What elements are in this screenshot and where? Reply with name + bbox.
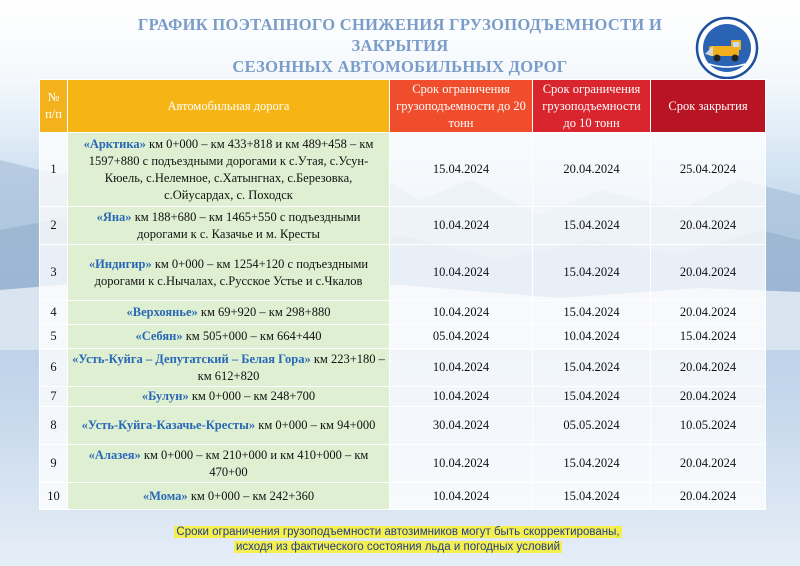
- road-description: км 0+000 – км 210+000 и км 410+000 – км 470+00: [140, 447, 369, 479]
- row-number: 9: [40, 445, 68, 483]
- row-number: 7: [40, 387, 68, 407]
- date-limit-10t: 15.04.2024: [533, 207, 651, 245]
- date-limit-20t: 10.04.2024: [390, 301, 533, 325]
- road-cell: [68, 445, 390, 483]
- road-cell: [68, 245, 390, 301]
- road-agency-logo-icon: [695, 16, 759, 80]
- date-limit-20t: 15.04.2024: [390, 133, 533, 207]
- road-name: «Алазея»: [88, 447, 141, 462]
- road-cell: [68, 301, 390, 325]
- table-row: [40, 207, 766, 245]
- date-limit-20t: 10.04.2024: [390, 245, 533, 301]
- road-cell: [68, 407, 390, 445]
- date-limit-20t: 10.04.2024: [390, 387, 533, 407]
- road-name: «Усть-Куйга-Казачье-Кресты»: [81, 418, 256, 432]
- date-closure: 20.04.2024: [651, 387, 766, 407]
- footnote-line-2: исходя из фактического состояния льда и погодных условий: [235, 541, 561, 553]
- road-description: км 0+000 – км 248+700: [188, 389, 316, 403]
- date-closure: 20.04.2024: [651, 245, 766, 301]
- road-cell: [68, 325, 390, 349]
- date-closure: 20.04.2024: [651, 349, 766, 387]
- table-row: [40, 325, 766, 349]
- road-cell: [68, 207, 390, 245]
- header-limit-20t: Срок ограничения грузоподъемности до 20 тонн: [390, 80, 533, 133]
- road-description: км 0+000 – км 433+818 и км 489+458 – км 1597+880 с подъездными дорогами к с.Утая, с.Усун-Кюель, с.Нелемное, с.Хатынгнах, с.Березовка, с.Ойусардах, с. Походск: [88, 136, 374, 202]
- table-header-row: [40, 80, 766, 133]
- row-number: 10: [40, 483, 68, 510]
- road-cell: [68, 387, 390, 407]
- table-row: [40, 407, 766, 445]
- title-line-1: ГРАФИК ПОЭТАПНОГО СНИЖЕНИЯ ГРУЗОПОДЪЕМНОСТИ И ЗАКРЫТИЯ: [137, 15, 663, 55]
- date-limit-20t: 10.04.2024: [390, 445, 533, 483]
- footnote-line-1: Сроки ограничения грузоподъемности автозимников могут быть скорректированы,: [176, 526, 620, 538]
- date-limit-10t: 15.04.2024: [533, 483, 651, 510]
- road-name: «Верхоянье»: [126, 305, 198, 319]
- road-cell: [68, 483, 390, 510]
- road-name: «Мома»: [142, 488, 188, 503]
- road-name: «Яна»: [96, 209, 132, 224]
- date-limit-10t: 05.05.2024: [533, 407, 651, 445]
- road-description: км 505+000 – км 664+440: [182, 329, 322, 343]
- row-number: 2: [40, 207, 68, 245]
- road-description: км 188+680 – км 1465+550 с подъездными дорогами к с. Казачье и м. Кресты: [131, 209, 361, 241]
- date-limit-20t: 10.04.2024: [390, 207, 533, 245]
- road-description: км 223+180 – км 612+820: [197, 351, 385, 383]
- table-row: [40, 301, 766, 325]
- date-limit-10t: 10.04.2024: [533, 325, 651, 349]
- date-closure: 25.04.2024: [651, 133, 766, 207]
- row-number: 5: [40, 325, 68, 349]
- header-limit-10t: Срок ограничения грузоподъемности до 10 тонн: [533, 80, 651, 133]
- road-name: «Усть-Куйга – Депутатский – Белая Гора»: [72, 351, 311, 366]
- date-closure: 20.04.2024: [651, 207, 766, 245]
- row-number: 3: [40, 245, 68, 301]
- road-cell: [68, 349, 390, 387]
- road-description: км 0+000 – км 242+360: [187, 488, 315, 503]
- road-name: «Арктика»: [83, 136, 146, 151]
- row-number: 6: [40, 349, 68, 387]
- row-number: 1: [40, 133, 68, 207]
- road-name: «Себян»: [135, 329, 183, 343]
- date-limit-20t: 10.04.2024: [390, 483, 533, 510]
- date-limit-10t: 15.04.2024: [533, 445, 651, 483]
- date-closure: 20.04.2024: [651, 445, 766, 483]
- date-limit-10t: 15.04.2024: [533, 387, 651, 407]
- road-description: км 69+920 – км 298+880: [197, 305, 331, 319]
- road-name: «Булун»: [141, 389, 189, 403]
- date-limit-20t: 30.04.2024: [390, 407, 533, 445]
- table-row: [40, 245, 766, 301]
- footnote: [161, 525, 635, 555]
- date-limit-10t: 15.04.2024: [533, 245, 651, 301]
- date-limit-10t: 15.04.2024: [533, 301, 651, 325]
- date-limit-10t: 15.04.2024: [533, 349, 651, 387]
- table-row: [40, 349, 766, 387]
- title-line-2: СЕЗОННЫХ АВТОМОБИЛЬНЫХ ДОРОГ: [232, 57, 568, 76]
- date-limit-20t: 10.04.2024: [390, 349, 533, 387]
- date-closure: 10.05.2024: [651, 407, 766, 445]
- date-closure: 15.04.2024: [651, 325, 766, 349]
- table-row: [40, 387, 766, 407]
- date-closure: 20.04.2024: [651, 483, 766, 510]
- date-limit-10t: 20.04.2024: [533, 133, 651, 207]
- table-row: [40, 133, 766, 207]
- road-description: км 0+000 – км 1254+120 с подъездными дорогами к с.Нычалах, с.Русское Устье и с.Чкалов: [94, 256, 369, 288]
- header-road: Автомобильная дорога: [68, 80, 390, 133]
- row-number: 4: [40, 301, 68, 325]
- date-limit-20t: 05.04.2024: [390, 325, 533, 349]
- header-closure: Срок закрытия: [651, 80, 766, 133]
- road-cell: [68, 133, 390, 207]
- date-closure: 20.04.2024: [651, 301, 766, 325]
- closure-schedule-table: [39, 79, 766, 510]
- road-name: «Индигир»: [88, 256, 152, 271]
- page-title: [90, 14, 710, 77]
- row-number: 8: [40, 407, 68, 445]
- header-number: № п/п: [40, 80, 68, 133]
- table-row: [40, 483, 766, 510]
- road-description: км 0+000 – км 94+000: [255, 418, 376, 432]
- table-row: [40, 445, 766, 483]
